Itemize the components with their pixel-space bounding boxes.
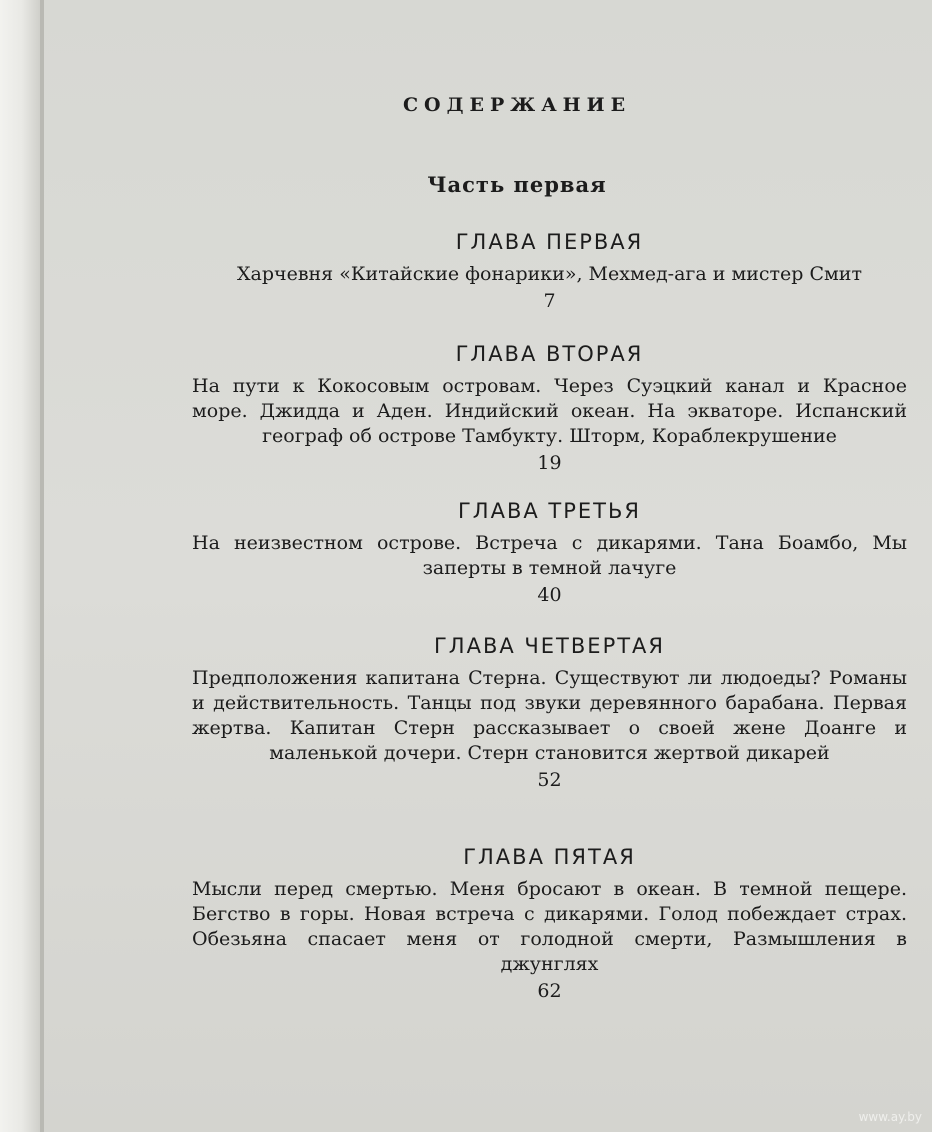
chapter-heading: ГЛАВА ЧЕТВЕРТАЯ bbox=[433, 634, 666, 658]
chapter-description: Мысли перед смертью. Меня бросают в океан. В темной пещере. Бегство в горы. Новая встреча с дикарями. Голод побеждает страх. Обезьяна спасает меня от голодной смерти, Размышления в джунглях bbox=[192, 878, 907, 975]
chapter-heading: ГЛАВА ПЕРВАЯ bbox=[455, 230, 644, 254]
chapter-heading: ГЛАВА ТРЕТЬЯ bbox=[458, 499, 641, 523]
chapter-page-number: 52 bbox=[537, 769, 562, 791]
chapter-description: Харчевня «Китайские фонарики», Мехмед-ага и мистер Смит bbox=[237, 263, 862, 285]
chapter-heading: ГЛАВА ВТОРАЯ bbox=[455, 342, 644, 366]
chapter-entry bbox=[192, 228, 907, 314]
book-page bbox=[44, 0, 932, 1132]
chapter-page-number: 40 bbox=[537, 584, 562, 606]
chapter-page-number: 7 bbox=[543, 290, 556, 312]
watermark: www.ay.by bbox=[858, 1110, 922, 1124]
chapter-description: На неизвестном острове. Встреча с дикарями. Тана Боамбо, Мы заперты в темной лачуге bbox=[192, 532, 907, 579]
chapter-page-number: 19 bbox=[537, 452, 562, 474]
chapter-entry bbox=[192, 340, 907, 476]
chapter-page-number: 62 bbox=[537, 980, 562, 1002]
chapter-description: Предположения капитана Стерна. Существуют ли людоеды? Романы и действительность. Танцы под звуки деревянного барабана. Первая жертва. Капитан Стерн рассказывает о своей жене Доанге и маленькой дочери. Стерн становится жертвой дикарей bbox=[192, 667, 907, 764]
part-title: Часть первая bbox=[427, 172, 607, 197]
chapter-description: На пути к Кокосовым островам. Через Суэцкий канал и Красное море. Джидда и Аден. Индийский океан. На экваторе. Испанский географ об острове Тамбукту. Шторм, Кораблекрушение bbox=[192, 375, 907, 447]
chapter-entry bbox=[192, 632, 907, 793]
left-page-edge bbox=[0, 0, 40, 1132]
chapter-entry bbox=[192, 843, 907, 1004]
contents-title: СОДЕРЖАНИЕ bbox=[402, 94, 632, 116]
chapter-heading: ГЛАВА ПЯТАЯ bbox=[463, 845, 636, 869]
chapter-entry bbox=[192, 497, 907, 608]
